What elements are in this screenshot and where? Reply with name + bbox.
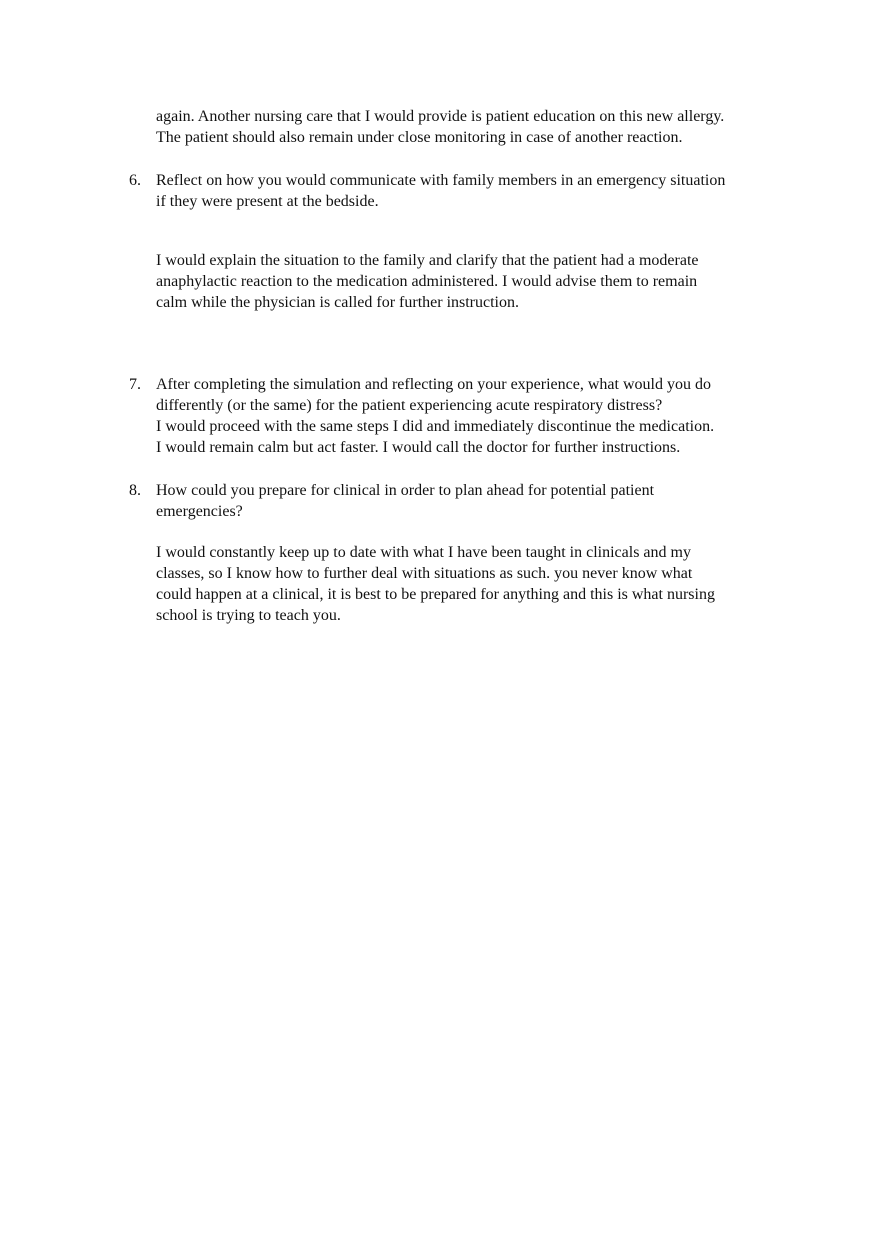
answer-7-text: I would remain calm but act faster. I would call the doctor for further instructions. <box>156 439 681 456</box>
question-8-text: emergencies? <box>156 503 243 520</box>
question-6-number: 6. <box>129 172 141 189</box>
answer-8-text: I would constantly keep up to date with what I have been taught in clinicals and my <box>156 544 691 561</box>
question-7-text: differently (or the same) for the patient experiencing acute respiratory distress? <box>156 397 663 414</box>
question-8-text: How could you prepare for clinical in order to plan ahead for potential patient <box>156 482 655 499</box>
question-7-number: 7. <box>129 376 141 393</box>
answer-8-text: classes, so I know how to further deal with situations as such. you never know what <box>156 565 693 582</box>
intro-line: The patient should also remain under close monitoring in case of another reaction. <box>156 129 683 146</box>
question-6-text: Reflect on how you would communicate with family members in an emergency situation <box>156 172 726 189</box>
answer-6-text: anaphylactic reaction to the medication administered. I would advise them to remain <box>156 273 698 290</box>
answer-8-text: school is trying to teach you. <box>156 607 341 624</box>
answer-8-text: could happen at a clinical, it is best to be prepared for anything and this is what nursing <box>156 586 715 603</box>
answer-7-text: I would proceed with the same steps I did and immediately discontinue the medication. <box>156 418 715 435</box>
question-6-text: if they were present at the bedside. <box>156 193 379 210</box>
answer-6-text: calm while the physician is called for further instruction. <box>156 294 519 311</box>
intro-line: again. Another nursing care that I would provide is patient education on this new allergy. <box>156 108 725 125</box>
question-8-number: 8. <box>129 482 141 499</box>
question-7-text: After completing the simulation and reflecting on your experience, what would you do <box>156 376 711 393</box>
answer-6-text: I would explain the situation to the family and clarify that the patient had a moderate <box>156 252 699 269</box>
